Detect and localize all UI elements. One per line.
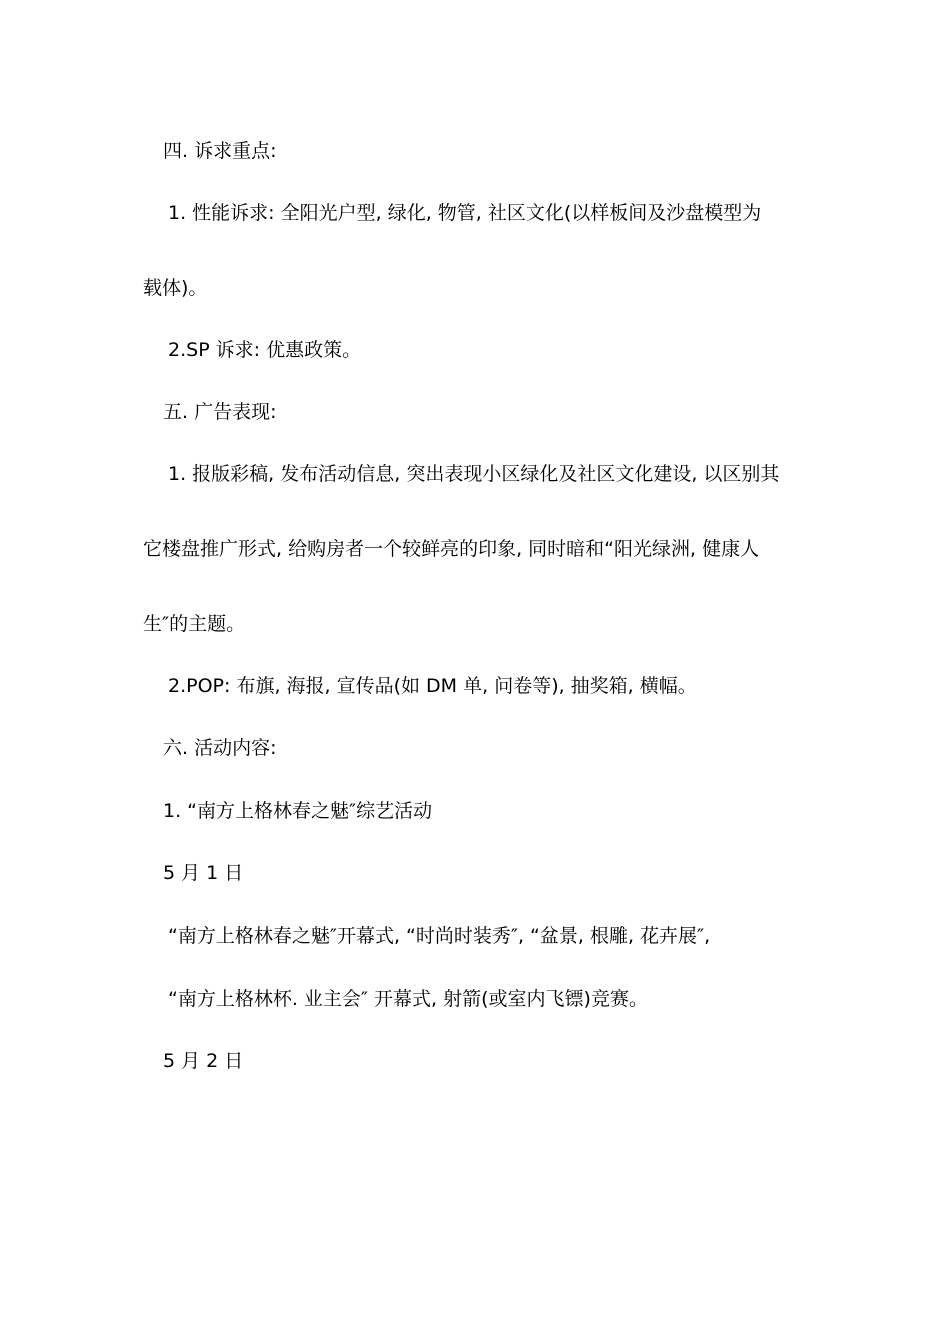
heading-appeal-focus: 四. 诉求重点: xyxy=(163,140,277,162)
paragraph-pop: 2.POP: 布旗, 海报, 宣传品(如 DM 单, 问卷等), 抽奖箱, 横幅。 xyxy=(168,675,697,697)
date-may-1: 5 月 1 日 xyxy=(163,862,244,884)
paragraph-print-ads-cont-2: 生″的主题。 xyxy=(143,613,246,635)
paragraph-may-1-events: “南方上格林春之魅″开幕式, “时尚时装秀″, “盆景, 根雕, 花卉展″, xyxy=(168,925,711,947)
paragraph-sp-appeal: 2.SP 诉求: 优惠政策。 xyxy=(168,339,362,361)
paragraph-activity-1: 1. “南方上格林春之魅″综艺活动 xyxy=(163,800,433,822)
paragraph-performance-appeal-cont: 载体)。 xyxy=(143,277,208,299)
date-may-2: 5 月 2 日 xyxy=(163,1050,244,1072)
heading-ad-expression: 五. 广告表现: xyxy=(163,401,277,423)
heading-activity-content: 六. 活动内容: xyxy=(163,737,277,759)
paragraph-may-1-events-cont: “南方上格林杯. 业主会″ 开幕式, 射箭(或室内飞镖)竞赛。 xyxy=(168,988,648,1010)
paragraph-performance-appeal: 1. 性能诉求: 全阳光户型, 绿化, 物管, 社区文化(以样板间及沙盘模型为 xyxy=(168,202,762,224)
paragraph-print-ads: 1. 报版彩稿, 发布活动信息, 突出表现小区绿化及社区文化建设, 以区别其 xyxy=(168,463,780,485)
paragraph-print-ads-cont-1: 它楼盘推广形式, 给购房者一个较鲜亮的印象, 同时暗和“阳光绿洲, 健康人 xyxy=(143,538,760,560)
